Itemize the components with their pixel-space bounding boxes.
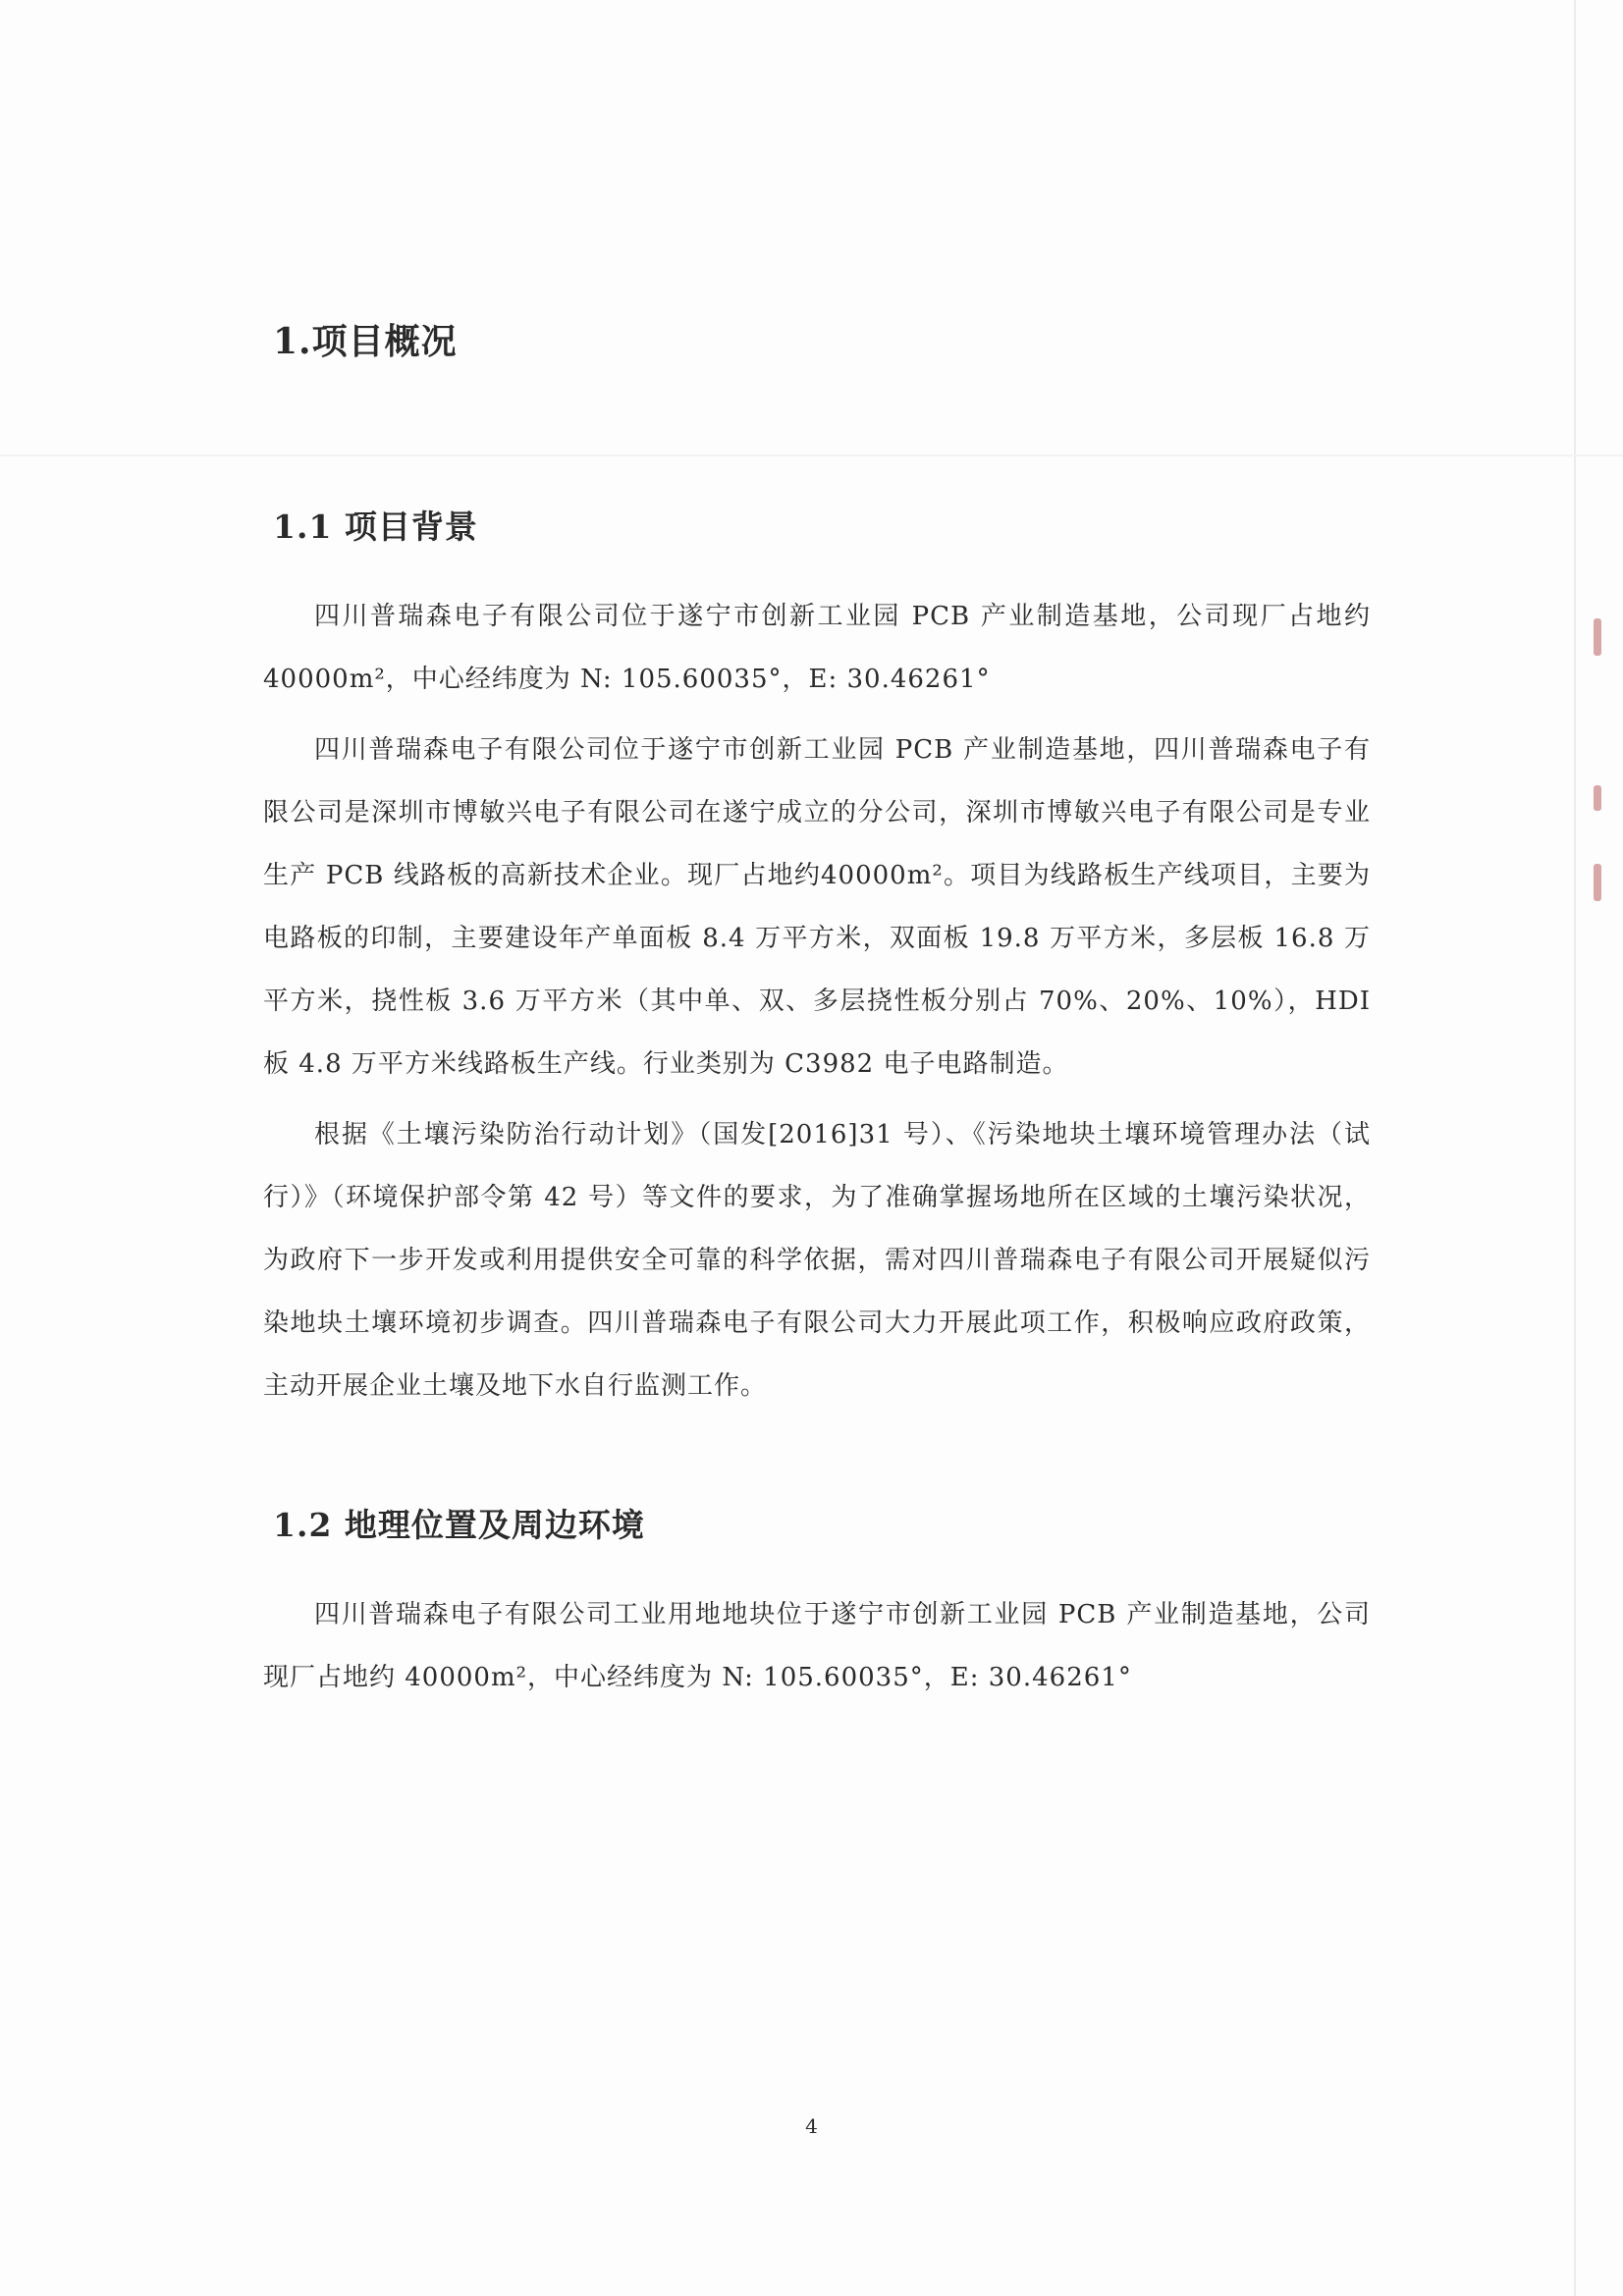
- paragraph: 四川普瑞森电子有限公司位于遂宁市创新工业园 PCB 产业制造基地，四川普瑞森电子有限公司是深圳市博敏兴电子有限公司在遂宁成立的分公司，深圳市博敏兴电子有限公司是专业生产 PCB 线路板的高新技术企业。现厂占地约40000m²。项目为线路板生产线项目，主要为电路板的印制，主要建设年产单面板 8.4 万平方米，双面板 19.8 万平方米，多层板 16.8 万平方米，挠性板 3.6 万平方米（其中单、双、多层挠性板分别占 70%、20%、10%），HDI 板 4.8 万平方米线路板生产线。行业类别为 C3982 电子电路制造。: [263, 735, 1371, 1079]
- paragraph: 根据《土壤污染防治行动计划》（国发[2016]31 号）、《污染地块土壤环境管理办法（试行）》（环境保护部令第 42 号）等文件的要求，为了准确掌握场地所在区域的土壤污染状况，为政府下一步开发或利用提供安全可靠的科学依据，需对四川普瑞森电子有限公司开展疑似污染地块土壤环境初步调查。四川普瑞森电子有限公司大力开展此项工作，积极响应政府政策，主动开展企业土壤及地下水自行监测工作。: [263, 1120, 1371, 1401]
- document-content: [263, 314, 1371, 1717]
- section-title: 1.项目概况: [273, 321, 458, 362]
- paragraph: 四川普瑞森电子有限公司工业用地地块位于遂宁市创新工业园 PCB 产业制造基地，公司现厂占地约 40000m²，中心经纬度为 N: 105.60035°，E: 30.46261°: [263, 1600, 1371, 1692]
- page-number: 4: [805, 2114, 818, 2138]
- seal-edge-mark: [1594, 785, 1601, 811]
- seal-edge-mark: [1594, 864, 1601, 901]
- scan-edge-line: [1574, 0, 1576, 2296]
- paragraph: 四川普瑞森电子有限公司位于遂宁市创新工业园 PCB 产业制造基地，公司现厂占地约 40000m²，中心经纬度为 N: 105.60035°，E: 30.46261°: [263, 602, 1371, 694]
- subsection-title-location: 1.2 地理位置及周边环境: [273, 1506, 645, 1544]
- seal-edge-mark: [1594, 618, 1601, 656]
- subsection-title-background: 1.1 项目背景: [273, 507, 478, 546]
